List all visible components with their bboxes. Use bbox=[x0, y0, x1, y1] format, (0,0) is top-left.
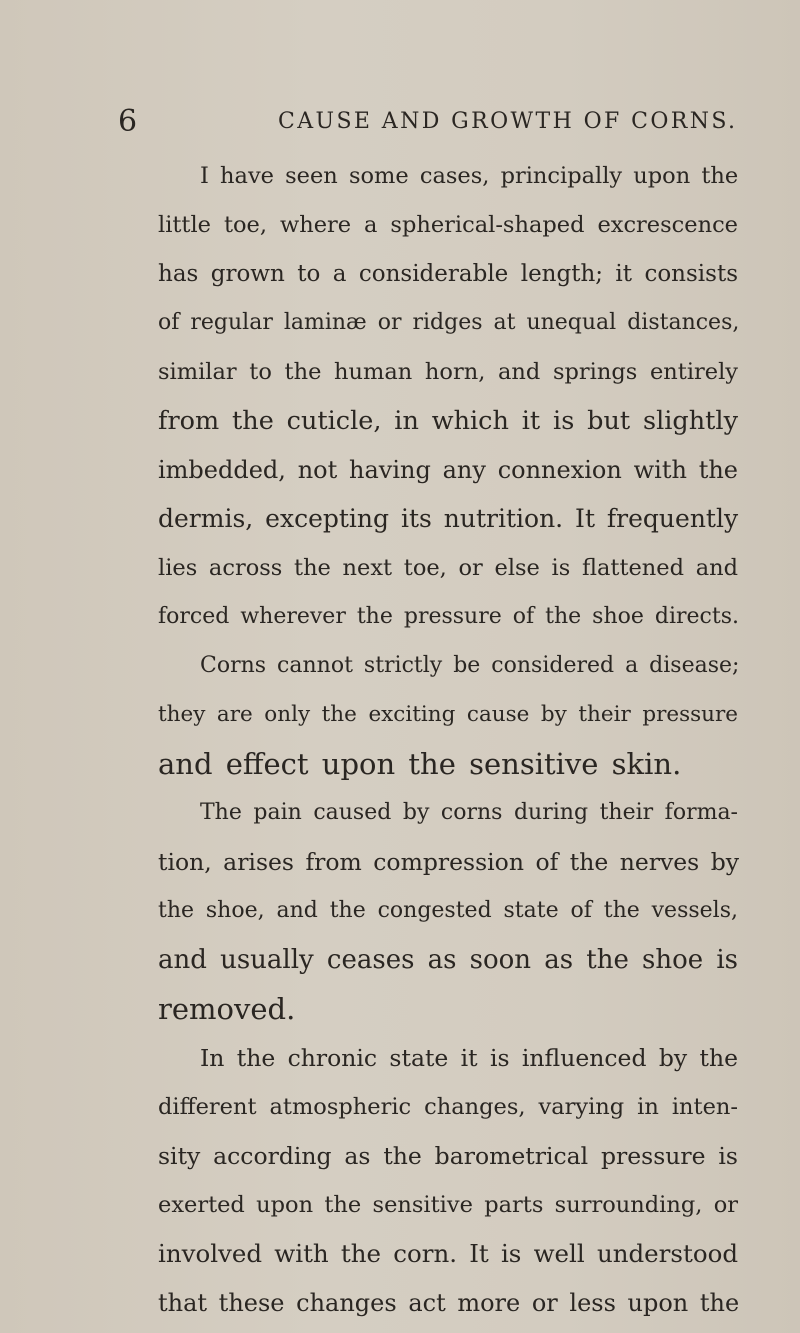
text-line: forced wherever the pressure of the shoe directs. bbox=[158, 604, 739, 629]
text-line: they are only the exciting cause by their pressure bbox=[158, 702, 738, 727]
text-line: sity according as the barometrical pressure is bbox=[158, 1142, 738, 1170]
text-line: tion, arises from compression of the nerves by bbox=[158, 848, 740, 876]
text-line: involved with the corn. It is well understood bbox=[158, 1239, 738, 1268]
text-line: similar to the human horn, and springs entirely bbox=[158, 359, 738, 385]
text-line: that these changes act more or less upon the bbox=[158, 1289, 740, 1317]
text-line: The pain caused by corns during their forma- bbox=[200, 800, 738, 825]
text-line: and effect upon the sensitive skin. bbox=[158, 747, 682, 781]
text-line: dermis, excepting its nutrition. It frequently bbox=[158, 504, 739, 533]
text-line: In the chronic state it is influenced by the bbox=[200, 1044, 738, 1072]
text-line: removed. bbox=[158, 992, 296, 1026]
text-line: I have seen some cases, principally upon the bbox=[200, 163, 739, 189]
text-line: little toe, where a spherical-shaped excrescence bbox=[158, 212, 738, 238]
text-line: Corns cannot strictly be considered a disease; bbox=[200, 653, 740, 678]
text-line: has grown to a considerable length; it consists bbox=[158, 261, 738, 287]
text-line: exerted upon the sensitive parts surrounding, or bbox=[158, 1192, 738, 1218]
text-line: of regular laminæ or ridges at unequal distances, bbox=[158, 310, 740, 335]
text-line: imbedded, not having any connexion with the bbox=[158, 456, 738, 484]
text-line: from the cuticle, in which it is but slightly bbox=[158, 406, 738, 436]
running-head bbox=[118, 102, 738, 142]
text-line: the shoe, and the congested state of the vessels, bbox=[158, 898, 738, 923]
text-line: lies across the next toe, or else is flattened and bbox=[158, 555, 738, 581]
text-line: and usually ceases as soon as the shoe is bbox=[158, 945, 738, 975]
running-title: CAUSE AND GROWTH OF CORNS. bbox=[278, 109, 738, 134]
text-line: different atmospheric changes, varying in inten- bbox=[158, 1094, 738, 1120]
page-number: 6 bbox=[118, 104, 138, 139]
